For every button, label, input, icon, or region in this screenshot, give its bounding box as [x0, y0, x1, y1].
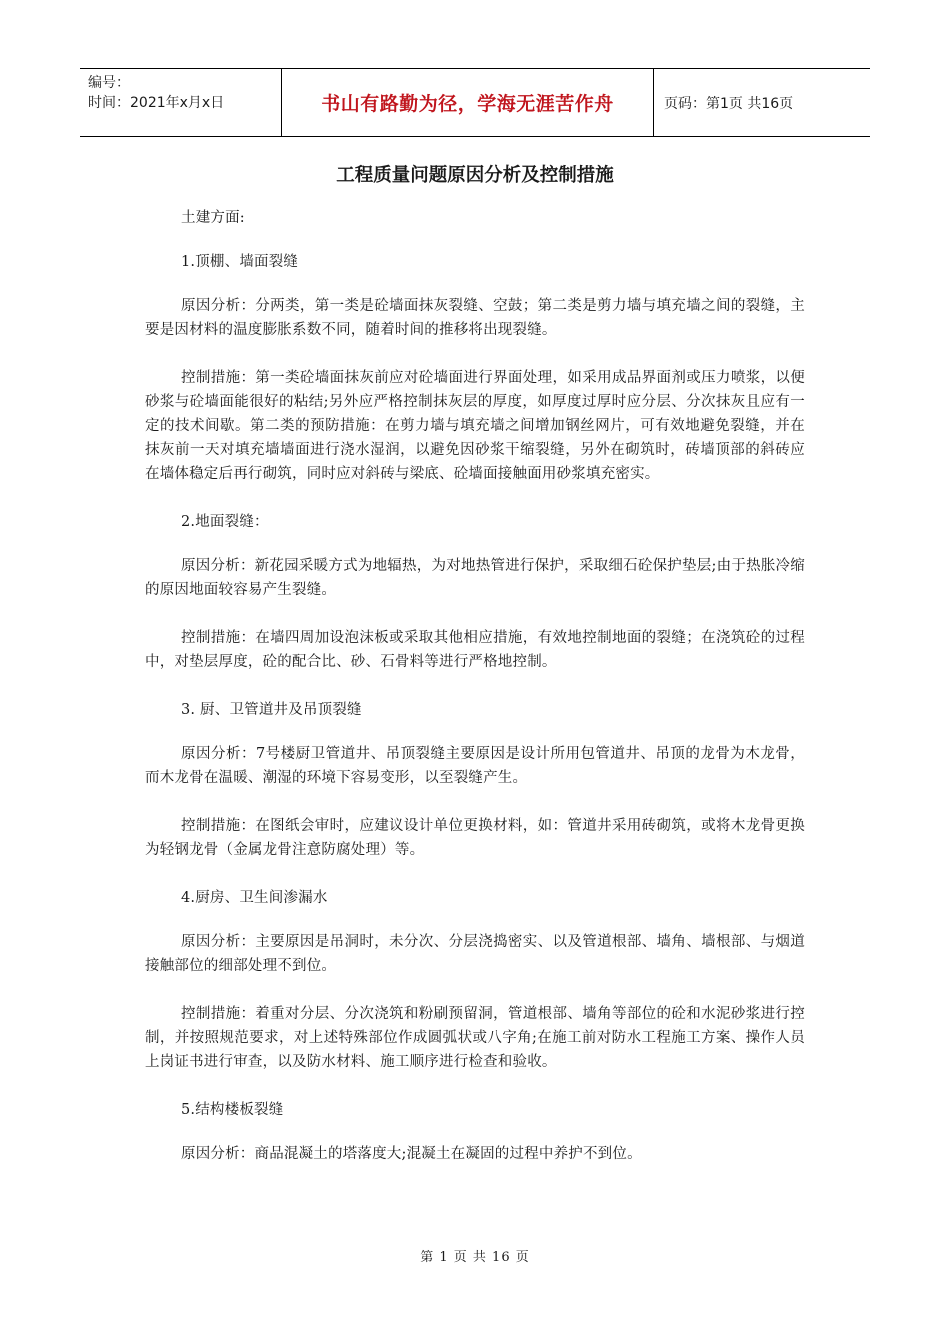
- section-heading: 2.地面裂缝：: [181, 514, 269, 530]
- paragraph: 原因分析：新花园采暖方式为地辐热，为对地热管进行保护，采取细石砼保护垫层;由于热胀冷缩的原因地面较容易产生裂缝。: [145, 558, 805, 598]
- section-heading: 3. 厨、卫管道井及吊顶裂缝: [181, 702, 362, 718]
- page-header: [80, 68, 870, 137]
- time-label: 时间：2021年x月x日: [88, 95, 225, 111]
- header-meta: [80, 69, 281, 136]
- section-heading: 4.厨房、卫生间渗漏水: [181, 890, 328, 906]
- paragraph: 原因分析：7号楼厨卫管道井、吊顶裂缝主要原因是设计所用包管道井、吊顶的龙骨为木龙骨，而木龙骨在温暖、潮湿的环境下容易变形，以至裂缝产生。: [145, 746, 805, 786]
- document-title: 工程质量问题原因分析及控制措施: [336, 165, 614, 186]
- paragraph: 控制措施：在图纸会审时，应建议设计单位更换材料，如：管道井采用砖砌筑，或将木龙骨更换为轻钢龙骨（金属龙骨注意防腐处理）等。: [145, 818, 805, 858]
- section-heading: 5.结构楼板裂缝: [181, 1102, 284, 1118]
- paragraph: 控制措施：第一类砼墙面抹灰前应对砼墙面进行界面处理，如采用成品界面剂或压力喷浆，以便砂浆与砼墙面能很好的粘结;另外应严格控制抹灰层的厚度，如厚度过厚时应分层、分次抹灰且应有一定的技术间歇。第二类的预防措施：在剪力墙与填充墙之间增加钢丝网片，可有效地避免裂缝，并在抹灰前一天对填充墙墙面进行浇水湿润，以避免因砂浆干缩裂缝，另外在砌筑时，砖墙顶部的斜砖应在墙体稳定后再行砌筑，同时应对斜砖与梁底、砼墙面接触面用砂浆填充密实。: [145, 370, 805, 482]
- section-intro: 土建方面:: [181, 210, 245, 226]
- header-page-info: 页码：第1页 共16页: [664, 95, 794, 112]
- paragraph: 控制措施：着重对分层、分次浇筑和粉刷预留洞，管道根部、墙角等部位的砼和水泥砂浆进行控制，并按照规范要求，对上述特殊部位作成圆弧状或八字角;在施工前对防水工程施工方案、操作人员上岗证书进行审查，以及防水材料、施工顺序进行检查和验收。: [145, 1006, 805, 1070]
- document-body: [145, 206, 805, 1190]
- paragraph: 原因分析：商品混凝土的塔落度大;混凝土在凝固的过程中养护不到位。: [181, 1146, 642, 1162]
- section-heading: 1.顶棚、墙面裂缝: [181, 254, 299, 270]
- number-label: 编号：: [88, 75, 130, 91]
- paragraph: 原因分析：分两类，第一类是砼墙面抹灰裂缝、空鼓；第二类是剪力墙与填充墙之间的裂缝，主要是因材料的温度膨胀系数不同，随着时间的推移将出现裂缝。: [145, 298, 805, 338]
- page-footer: 第 1 页 共 16 页: [420, 1250, 530, 1265]
- paragraph: 控制措施：在墙四周加设泡沫板或采取其他相应措施，有效地控制地面的裂缝；在浇筑砼的过程中，对垫层厚度，砼的配合比、砂、石骨料等进行严格地控制。: [145, 630, 805, 670]
- header-motto: 书山有路勤为径，学海无涯苦作舟: [281, 69, 654, 136]
- paragraph: 原因分析：主要原因是吊洞时，未分次、分层浇捣密实、以及管道根部、墙角、墙根部、与烟道接触部位的细部处理不到位。: [145, 934, 805, 974]
